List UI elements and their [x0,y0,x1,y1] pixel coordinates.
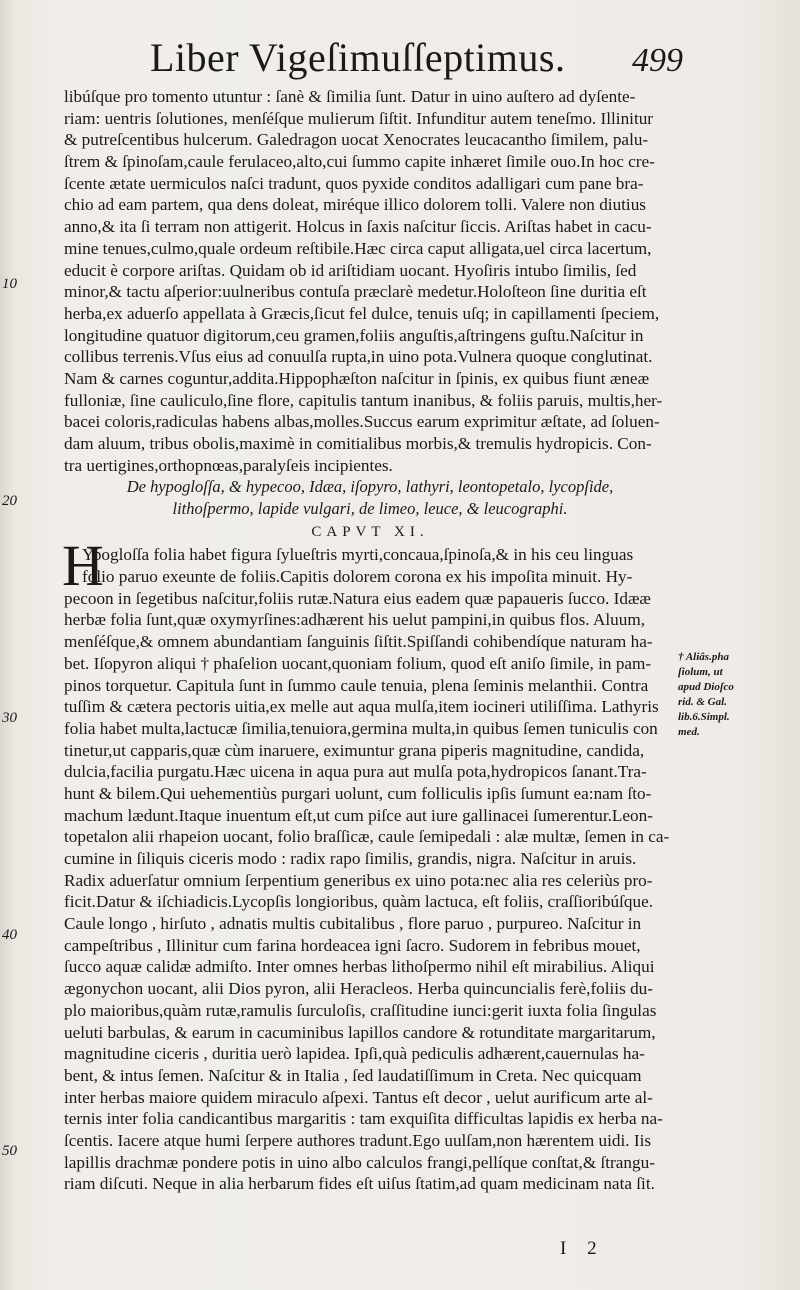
text-line: bent, & intus ſemen. Naſcitur & in Italia , ſed laudatiſſimum in Creta. Nec quicquam [64,1065,642,1085]
text-line: & putreſcentibus hulcerum. Galedragon uocat Xenocrates leucacantho ſimilem, palu- [64,130,649,150]
text-line: tinetur,ut capparis,quæ cùm inaruere, eximuntur grana piperis magnitudine, candida, [64,740,645,760]
text-line: pinos torquetur. Capitula ſunt in ſummo caule tenuia, plena ſeminis melanthii. Contra [64,675,649,695]
line-number-40: 40 [2,927,17,943]
main-text-block [64,86,676,1195]
line-number-50: 50 [2,1143,17,1159]
margin-note-line: lib.6.Simpl. [678,711,730,723]
page-header [0,34,800,94]
text-line: longitudine quatuor digitorum,ceu gramen,foliis anguſtis,aſtringens guſtu.Naſcitur in [64,325,644,345]
text-line: riam: uentris ſolutiones, menſéſque mulierum ſiſtit. Infunditur autem teneſmo. Illinitur [64,108,654,128]
text-line: Nam & carnes coguntur,addita.Hippophæſton naſcitur in ſpinis, ex quibus fiunt æneæ [64,368,650,388]
text-line: topetalon alii rhapeion uocant, folio braſſicæ, caule ſemipedali : alæ multæ, ſemen in ca- [64,827,670,847]
line-number-30: 30 [2,710,17,726]
text-line: libúſque pro tomento utuntur : ſanè & ſimilia ſunt. Datur in uino auſtero ad dyſente- [64,87,636,106]
signature-mark: I 2 [560,1238,605,1259]
text-line: ficit.Datur & iſchiadicis.Lycopſis longioribus, quàm lactuca, eſt foliis, craſſioribúſque. [64,892,654,912]
text-line: menſéſque,& omnem abundantiam ſanguinis ſiſtit.Spiſſandi cohibendíque naturam ha- [64,632,653,652]
margin-note-line: med. [678,726,700,738]
text-line: anno,& ita ſi terram non attigerit. Holcus in ſaxis naſcitur ſiccis. Ariſtas habet in cacu- [64,217,652,237]
text-line: ægonychon uocant, alii Dios pyron, alii Heracleos. Herba quincuncialis ferè,foliis du- [64,979,653,999]
line-number-10: 10 [2,276,17,292]
text-line: dam aluum, tribus obolis,maximè in comitialibus morbis,& tremulis hydropicis. Con- [64,434,652,453]
margin-note-line: rid. & Gal. [678,696,727,708]
text-line: mine tenues,culmo,quale ordeum reſtibile.Hæc circa caput alligata,uel circa lacertum, [64,238,652,258]
text-line: inter herbas maiore quidem miraculo aſpexi. Tantus eſt decor , uelut aurificum arte al- [64,1087,653,1107]
text-line: ſcente ætate uermiculos naſci tradunt, quos pyxide conditos adalligari cum pane bra- [64,173,644,193]
text-line: herba,ex aduerſo appellata à Græcis,ſicut fel dulce, tenuis uſq; in capillamenti ſpeciem, [64,303,660,323]
text-line: ternis inter folia candicantibus margaritis : tam exquiſita difficultas lapidis ex herba na- [64,1109,663,1129]
margin-note-line: † Aliâs.pha [678,651,729,663]
text-line: lapillis drachmæ pondere potis in uino albo calculos frangi,pellíque conſtat,& ſtrangu- [64,1152,655,1172]
text-line: campeſtribus , Illinitur cum farina hordeacea igni ſacro. Sudorem in febribus mouet, [64,935,641,955]
text-line: collibus terrenis.Vſus eius ad conuulſa rupta,in uino pota.Vulnera quoque conglutinat. [64,347,653,367]
text-line: pecoon in ſegetibus naſcitur,foliis rutæ.Natura eius eadem quæ papaueris ſucco. Idææ [64,588,651,608]
text-line: Caule longo , hirſuto , adnatis multis cubitalibus , flore paruo , purpureo. Naſcitur in [64,914,642,934]
text-line: cumine in ſiliquis ciceris modo : radix rapo ſimilis, grandis, nigra. Naſcitur in aruis. [64,849,637,868]
chapter-title-line: lithoſpermo, lapide vulgari, de limeo, leuce, & leucographi. [172,499,568,519]
chapter-number: CAPVT XI. [311,524,429,541]
text-line: folia habet multa,lactucæ ſimilia,tenuiora,germina multa,in quibus ſemen tuniculis con [64,718,658,738]
text-line: bacei coloris,radiculas habens albas,molles.Succus earum exprimitur æſtate, ad ſoluen- [64,412,660,432]
text-line: educit è corpore ariſtas. Quidam ob id ariſtidiam uocant. Hyoſiris intubo ſimilis, ſed [64,260,637,280]
drop-capital: H [62,533,104,598]
text-line: machum lædunt.Itaque inuentum eſt,ut cum piſce aut iure gallinacei ſumerentur.Leon- [64,805,653,825]
text-line: dulcia,facilia purgatu.Hæc uicena in aqua pura aut mulſa pota,hydropicos ſanant.Tra- [64,762,647,782]
running-title: Liber Vigeſimuſſeptimus. [150,35,566,80]
text-line: tuſſim & cætera pectoris uitia,ex melle aut aqua mulſa,item iocineri utiliſſima. Lathyris [64,697,659,717]
text-line: fulloniæ, ſine cauliculo,ſine flore, capitulis tantum inanibus, & foliis paruis, multis,her- [64,390,663,410]
text-line: magnitudine ciceris , duritia uerò lapidea. Ipſi,quà pediculis adhærent,cauernulas ha- [64,1044,645,1064]
margin-note-line: apud Dioſco [678,681,734,693]
chapter-title-line: De hypogloſſa, & hypecoo, Idæa, iſopyro, lathyri, leontopetalo, lycopſide, [126,477,614,497]
page-number: 499 [632,42,683,79]
text-line: plo maioribus,quàm rutæ,ramulis ſurculoſis, craſſitudine iunci:gerit iuxta folia ſingulas [64,1000,657,1020]
line-number-20: 20 [2,493,17,509]
text-line: ſucco aquæ calidæ admiſto. Inter omnes herbas lithoſpermo nihil eſt mirabilius. Aliqui [64,957,655,977]
text-line: folio paruo exeunte de foliis.Capitis dolorem corona ex his impoſita minuit. Hy- [82,567,633,587]
margin-note [678,650,798,740]
text-line: herbæ folia ſunt,quæ oxymyrſines:adhærent his uelut pampini,in quibus flos. Aluum, [64,610,645,630]
text-line: hunt & bilem.Qui uehementiùs purgari uolunt, cum folliculis ipſis ſumunt ea:nam ſto- [64,783,652,803]
text-line: ſtrem & ſpinoſam,caule ferulaceo,alto,cui ſummo capite inhæret ſimile ouo.In hoc cre- [64,152,655,172]
text-line: riam diſcuti. Neque in alia herbarum fides eſt uiſus ſtatim,ad quam medicinam nata ſit. [64,1174,655,1194]
text-line: Radix aduerſatur omnium ſerpentium generibus ex uino pota:nec alia res celeriùs pro- [64,870,653,890]
text-line: Ypogloſſa folia habet figura ſylueſtris myrti,concaua,ſpinoſa,& in his ceu linguas [82,545,634,565]
text-line: bet. Iſopyron aliqui † phaſelion uocant,quoniam folium, quod eſt aniſo ſimile, in pam- [64,653,652,673]
text-line: minor,& tactu aſperior:uulneribus contuſa præclarè medetur.Holoſteon ſine duritia eſt [64,282,647,302]
text-line: tra uertigines,orthopnœas,paralyſeis incipientes. [64,455,393,475]
margin-note-line: ſiolum, ut [678,666,723,678]
text-line: ueluti barbulas, & earum in cacuminibus lapillos candore & rotunditate margaritarum, [64,1022,656,1042]
text-line: ſcentis. Iacere atque humi ſerpere authores tradunt.Ego uulſam,non hærentem uidi. Iis [64,1130,652,1150]
text-line: chio ad eam partem, qua dens doleat, miréque illico dolorem tolli. Valere non diutius [64,195,646,215]
